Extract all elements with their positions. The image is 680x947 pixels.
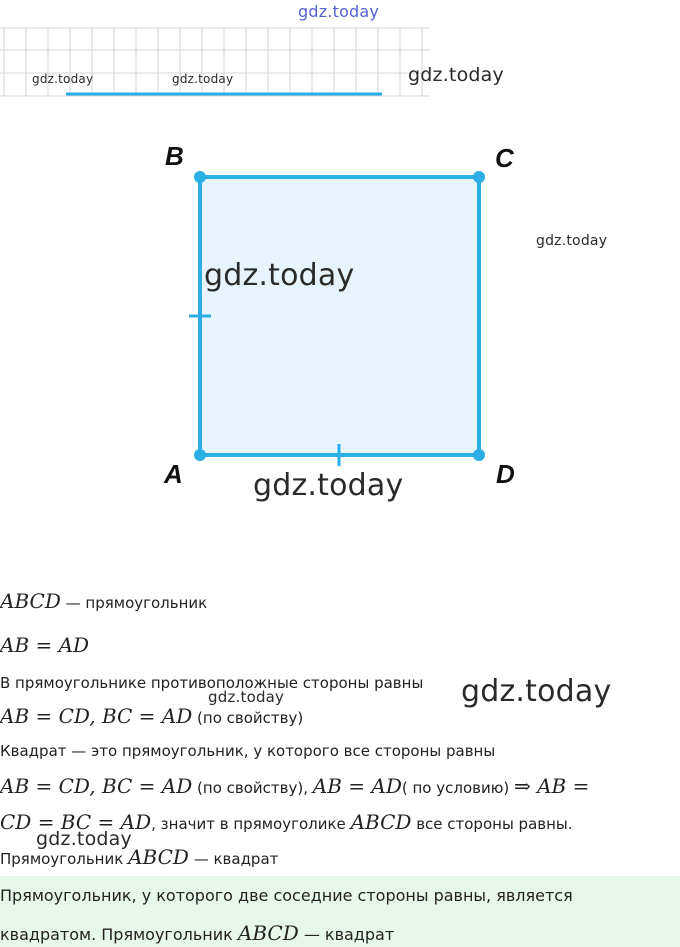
solution-line-4 xyxy=(0,704,303,728)
vertex-label-d: D xyxy=(496,459,515,489)
solution-line-1 xyxy=(0,589,207,613)
math-all-equal: CD = BC = AD xyxy=(0,810,152,834)
watermark-text-small: gdz.today xyxy=(208,688,285,706)
conclusion-box xyxy=(0,876,680,947)
conclusion-line-2 xyxy=(0,921,394,945)
text-so-in-rect: , значит в прямоуголике xyxy=(151,815,351,833)
solution-line-6 xyxy=(0,774,589,798)
math-sides-equal: AB = CD, BC = AD xyxy=(0,704,193,728)
text-rectangle-word: Прямоугольник xyxy=(0,850,129,868)
text-by-property: (по свойству) xyxy=(192,709,304,727)
conclusion-line-1: Прямоугольник, у которого две соседние стороны равны, является xyxy=(0,886,573,905)
math-abcd: ABCD xyxy=(0,589,61,613)
vertex-c-dot xyxy=(473,171,485,183)
math-sides-equal-2: AB = CD, BC = AD xyxy=(0,774,193,798)
math-implies: ⇒ AB = xyxy=(513,774,590,798)
watermark-grid-left: gdz.today xyxy=(32,72,94,86)
text-rectangle-property: В прямоугольнике противоположные стороны равны xyxy=(0,674,424,692)
vertex-label-a: A xyxy=(164,459,183,489)
math-ab-ad: AB = AD xyxy=(0,633,90,657)
text-is-square: — квадрат xyxy=(188,850,279,868)
watermark-text-right: gdz.today xyxy=(461,674,612,709)
math-abcd-3: ABCD xyxy=(128,845,189,869)
conclusion-is-square: — квадрат xyxy=(298,925,395,944)
solution-line-2 xyxy=(0,633,89,657)
watermark-figure-center: gdz.today xyxy=(204,258,355,293)
text-by-condition: ( по условию) xyxy=(401,779,514,797)
vertex-a-dot xyxy=(194,449,206,461)
text-square-definition: Квадрат — это прямоугольник, у которого все стороны равны xyxy=(0,742,496,760)
watermark-figure-right: gdz.today xyxy=(536,233,608,249)
vertex-label-b: B xyxy=(165,141,184,171)
vertex-b-dot xyxy=(194,171,206,183)
math-abcd-2: ABCD xyxy=(350,810,412,834)
watermark-grid-right: gdz.today xyxy=(408,64,504,86)
square-fill xyxy=(200,177,479,455)
vertex-label-c: C xyxy=(495,143,514,173)
text-by-property-2: (по свойству), xyxy=(192,779,313,797)
watermark-grid-mid: gdz.today xyxy=(172,72,234,86)
conclusion-text: квадратом. Прямоугольник xyxy=(0,925,238,944)
vertex-d-dot xyxy=(473,449,485,461)
watermark-text-left: gdz.today xyxy=(36,828,132,850)
solution-line-5 xyxy=(0,742,495,760)
text-all-sides-equal: все стороны равны. xyxy=(411,815,573,833)
math-ab-ad-2: AB = AD xyxy=(312,774,402,798)
watermark-top: gdz.today xyxy=(298,2,380,21)
text-rectangle: — прямоугольник xyxy=(60,594,208,612)
watermark-figure-bottom: gdz.today xyxy=(253,468,404,503)
math-abcd-4: ABCD xyxy=(237,921,299,945)
